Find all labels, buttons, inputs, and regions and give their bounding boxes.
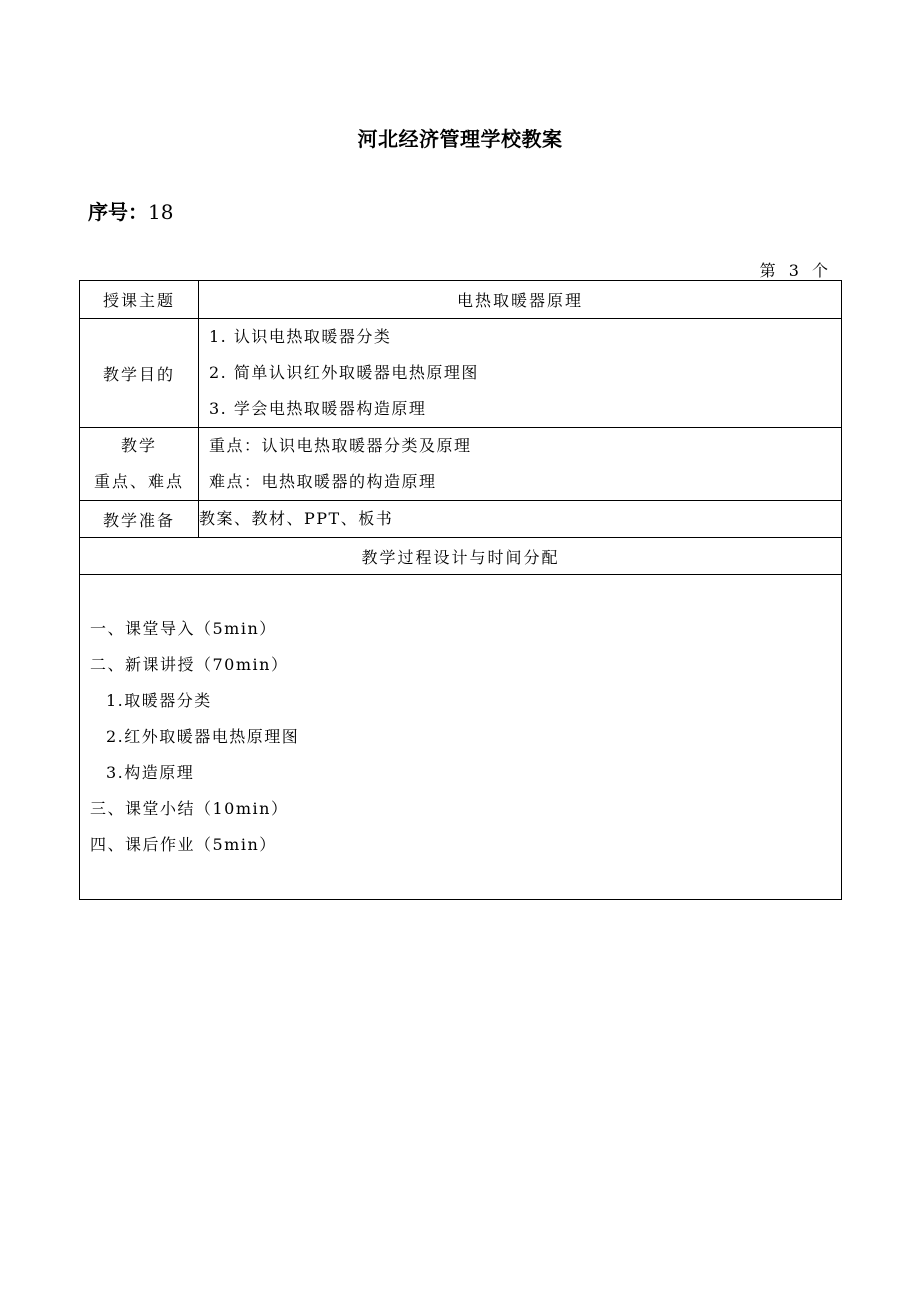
process-spacer bbox=[80, 575, 841, 611]
process-row bbox=[80, 575, 842, 900]
objectives-list bbox=[199, 319, 842, 428]
process-subline: 2.红外取暖器电热原理图 bbox=[106, 727, 300, 746]
serial-number bbox=[88, 196, 173, 225]
process-line: 三、课堂小结（10min） bbox=[90, 799, 289, 818]
topic-label: 授课主题 bbox=[80, 281, 199, 319]
serial-value: 18 bbox=[148, 200, 174, 224]
serial-label: 序号： bbox=[88, 200, 148, 224]
objectives-label: 教学目的 bbox=[80, 319, 199, 428]
process-subline: 3.构造原理 bbox=[106, 763, 195, 782]
preparation-row bbox=[80, 501, 842, 538]
key-point: 重点：认识电热取暖器分类及原理 bbox=[209, 436, 472, 455]
topic-value: 电热取暖器原理 bbox=[199, 281, 842, 319]
process-line: 四、课后作业（5min） bbox=[90, 835, 277, 854]
process-line: 二、新课讲授（70min） bbox=[90, 655, 289, 674]
preparation-label: 教学准备 bbox=[80, 501, 199, 538]
topic-row bbox=[80, 281, 842, 319]
preparation-value: 教案、教材、PPT、板书 bbox=[199, 501, 842, 538]
document-title: 河北经济管理学校教案 bbox=[357, 127, 563, 151]
process-header-row bbox=[80, 538, 842, 575]
key-points-label-line2: 重点、难点 bbox=[93, 472, 184, 491]
difficult-point: 难点：电热取暖器的构造原理 bbox=[209, 472, 437, 491]
objective-item: 1. 认识电热取暖器分类 bbox=[209, 327, 392, 346]
key-points-label-line1: 教学 bbox=[120, 436, 157, 455]
process-content bbox=[80, 575, 842, 900]
key-points-content bbox=[199, 428, 842, 501]
objective-item: 2. 简单认识红外取暖器电热原理图 bbox=[209, 363, 479, 382]
process-header: 教学过程设计与时间分配 bbox=[80, 538, 842, 575]
key-points-row bbox=[80, 428, 842, 501]
process-line: 一、课堂导入（5min） bbox=[90, 619, 277, 638]
lesson-plan-table bbox=[79, 280, 842, 900]
process-subline: 1.取暖器分类 bbox=[106, 691, 212, 710]
objective-item: 3. 学会电热取暖器构造原理 bbox=[209, 399, 427, 418]
page-count: 第 3 个 bbox=[759, 261, 832, 280]
key-points-label bbox=[80, 428, 199, 501]
objectives-row bbox=[80, 319, 842, 428]
